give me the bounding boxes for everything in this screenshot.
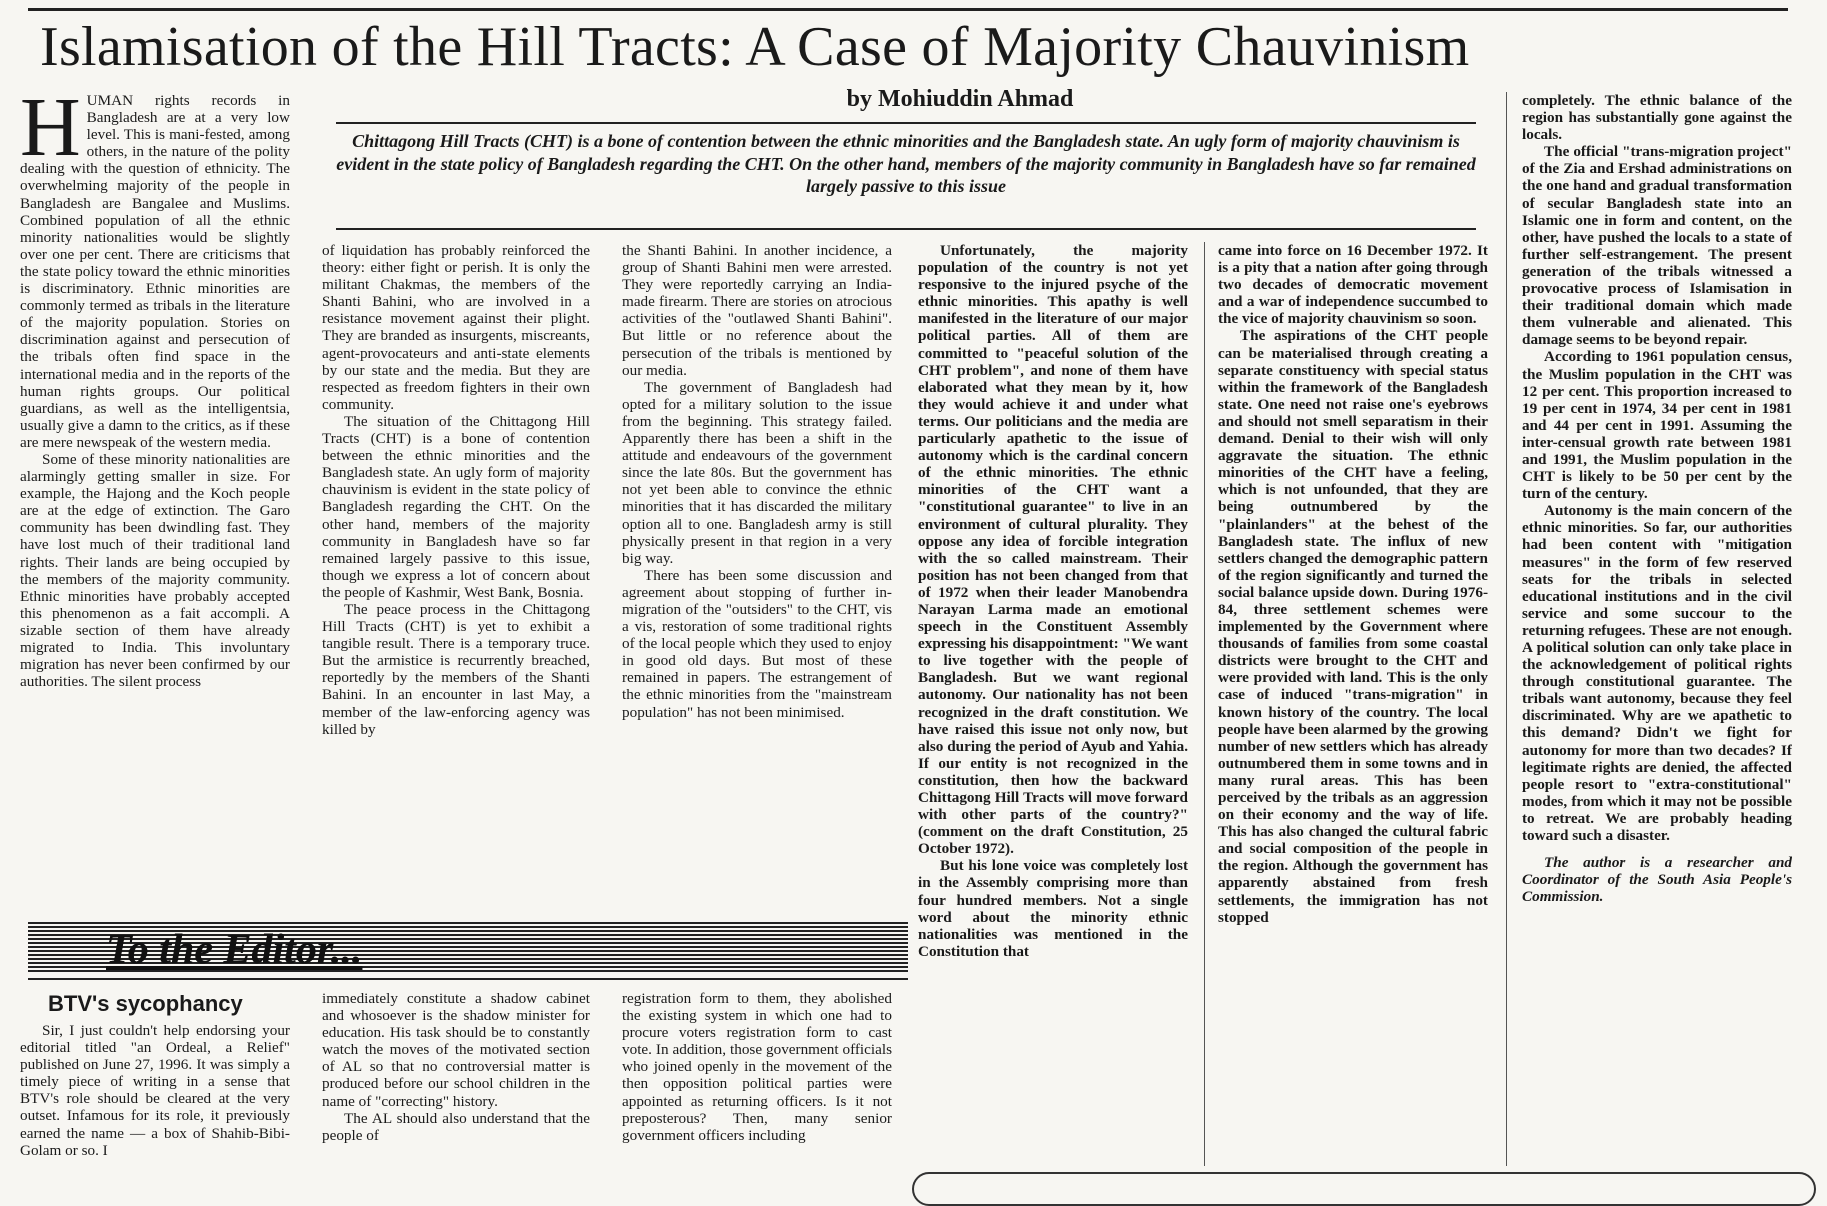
letter-headline: BTV's sycophancy	[48, 991, 243, 1016]
paragraph: came into force on 16 December 1972. It is a pity that a nation after going through two decades of democratic movement and a war of independence succumbed to the vice of majority chauvinism so soon.	[1218, 242, 1488, 328]
paragraph: The official "trans-migration project" of the Zia and Ershad administrations on the one hand and gradual transformation of secular Bangladesh state into an Islamic one in form and content, on the other, have pushed the locals to a state of further self-estrangement. The present generation of the tribals witnessed a provocative process of Islamisation in their traditional domain which made them vulnerable and alienated. This damage seems to be beyond repair.	[1522, 143, 1792, 349]
deck-rule-bottom	[336, 228, 1476, 230]
paragraph: Unfortunately, the majority population of the country is not yet responsive to the injured psyche of the ethnic minorities. This apathy is well manifested in the literature of our major political parties. All of them are committed to "peaceful solution of the CHT problem", and none of them have elaborated what they mean by it, how they would achieve it and under what terms. Our politicians and the media are particularly apathetic to the issue of autonomy which is the cardinal concern of the ethnic minorities. The ethnic minorities of the CHT want a "constitutional guarantee" to live in an environment of cultural plurality. They oppose any idea of forcible integration with the so called mainstream. Their position has not been changed from that of 1972 when their leader Manobendra Narayan Larma made an emotional speech in the Constituent Assembly expressing his disappointment: "We want to live together with the people of Bangladesh. But we want regional autonomy. Our nationality has not been recognized in the draft constitution. We have raised this issue not only now, but also during the period of Ayub and Yahia. If our entity is not recognized in the constitution, then how the backward Chittagong Hill Tracts will move forward with other parts of the country?" (comment on the draft Constitution, 25 October 1972).	[918, 242, 1188, 858]
article-column-5	[1218, 242, 1488, 1166]
article-column-2	[322, 242, 590, 910]
paragraph: Sir, I just couldn't help endorsing your editorial titled "an Ordeal, a Relief" published on June 27, 1996. It was simply a timely piece of writing in a sense that BTV's role should be cleared at the very outset. Infamous for its role, it previously earned the name — a box of Shahib-Bibi-Golam or so. I	[20, 1022, 290, 1159]
drop-cap: H	[20, 92, 81, 174]
letter-column-1	[20, 1022, 290, 1182]
article-deck: Chittagong Hill Tracts (CHT) is a bone of contention between the ethnic minorities and the Bangladesh state. An ugly form of majority chauvinism is evident in the state policy of Bangladesh regarding the CHT. On the other hand, members of the majority community in Bangladesh have so far remained largely passive to this issue	[336, 131, 1476, 196]
bottom-frame-edge	[912, 1172, 1816, 1206]
article-column-3	[622, 242, 892, 910]
paragraph: Some of these minority nationalities are alarmingly getting smaller in size. For example, the Hajong and the Koch people are at the edge of extinction. The Garo community has been dwindling fast. They have lost much of their traditional land rights. Their lands are being occupied by the members of the majority community. Ethnic minorities have probably accepted this phenomenon as a fait accompli. A sizable section of them have already migrated to India. This involuntary migration has never been confirmed by our authorities. The silent process	[20, 450, 290, 691]
paragraph: The situation of the Chittagong Hill Tracts (CHT) is a bone of contention between the ethnic minorities and the Bangladesh state. An ugly form of majority chauvinism is evident in the state policy of Bangladesh regarding the CHT. On the other hand, members of the majority community in Bangladesh have so far remained largely passive to this issue, though we express a lot of concern about the people of Kashmir, West Bank, Bosnia.	[322, 412, 590, 601]
paragraph: completely. The ethnic balance of the region has substantially gone against the locals.	[1522, 92, 1792, 144]
author-note: The author is a researcher and Coordinator of the South Asia People's Commission.	[1522, 854, 1792, 906]
paragraph: of liquidation has probably reinforced the theory: either fight or perish. It is only the militant Chakmas, the members of the Shanti Bahini, who are involved in a resistance movement against their plight. They are branded as insurgents, miscreants, agent-provocateurs and anti-state elements by our state and the media. But they are respected as freedom fighters in their own community.	[322, 242, 590, 413]
paragraph: The government of Bangladesh had opted for a military solution to the issue from the beginning. This strategy failed. Apparently there has been a shift in the attitude and endeavours of the government since the late 80s. But the government has not yet been able to convince the ethnic minorities that it has discarded the military option all to one. Bangladesh army is still physically present in that region in a very big way.	[622, 378, 892, 567]
paragraph: Autonomy is the main concern of the ethnic minorities. So far, our authorities had been content with "mitigation measures" in the form of few reserved seats for the tribals in selected educational institutions and in the civil service and some succour to the returning refugees. These are not enough. A political solution can only take place in the acknowledgement of political rights through constitutional guarantee. The tribals want autonomy, because they feel discriminated. Why are we apathetic to this demand? Didn't we fight for autonomy for more than two decades? If legitimate rights are denied, the affected people resort to "extra-constitutional" modes, from which it may not be possible to retreat. We are probably heading toward such a disaster.	[1522, 502, 1792, 845]
letter-column-3	[622, 990, 892, 1182]
column-divider	[1204, 242, 1205, 1166]
paragraph: According to 1961 population census, the Muslim population in the CHT was 12 per cent. This proportion increased to 19 per cent in 1974, 34 per cent in 1981 and 44 per cent in 1991. Assuming the inter-censual growth rate between 1981 and 1991, the Muslim population in the CHT is likely to be 50 per cent by the turn of the century.	[1522, 348, 1792, 503]
paragraph: the Shanti Bahini. In another incidence, a group of Shanti Bahini men were arrested. They were reportedly carrying an India-made firearm. There are stories on atrocious activities of the "outlawed Shanti Bahini". But little or no reference about the persecution of the tribals is mentioned by our media.	[622, 242, 892, 379]
article-column-1	[20, 92, 290, 910]
paragraph: immediately constitute a shadow cabinet and whosoever is the shadow minister for education. His task should be to constantly watch the moves of the motivated section of AL so that no controversial matter is produced before our school children in the name of "correcting" history.	[322, 990, 590, 1110]
paragraph: registration form to them, they abolished the existing system in which one had to procure voters registration form to cast vote. In addition, those government officials who joined openly in the movement of the then opposition political parties were appointed as returning officers. Is it not preposterous? Then, many senior government officers including	[622, 990, 892, 1144]
paragraph: The aspirations of the CHT people can be materialised through creating a separate constituency with special status within the framework of the Bangladesh state. One need not raise one's eyebrows and should not smell separatism in their demand. Denial to their wish will only aggravate the situation. The ethnic minorities of the CHT have a feeling, which is not unfounded, that they are being outnumbered by the "plainlanders" at the behest of the Bangladesh state. The influx of new settlers changed the demographic pattern of the region significantly and turned the social balance upside down. During 1976-84, three settlement schemes were implemented by the Government where thousands of families from some coastal districts were brought to the CHT and were provided with land. This is the only case of induced "trans-migration" in known history of the country. The local people have been alarmed by the growing number of new settlers which has already outnumbered them in some towns and in many rural areas. This has been perceived by the tribals as an aggression on their economy and the way of life. This has also changed the cultural fabric and social composition of the people in the region. Although the government has apparently abstained from fresh settlements, the immigration has not stopped	[1218, 327, 1488, 926]
article-title: Islamisation of the Hill Tracts: A Case of Majority Chauvinism	[40, 16, 1470, 78]
paragraph: The peace process in the Chittagong Hill Tracts (CHT) is yet to exhibit a tangible result. There is a temporary truce. But the armistice is recurrently breached, reportedly by the members of the Shanti Bahini. In an encounter in last May, a member of the law-enforcing agency was killed by	[322, 600, 590, 738]
paragraph: There has been some discussion and agreement about stopping of further in-migration of the "outsiders" to the CHT, vis a vis, restoration of some traditional rights of the local people which they used to enjoy in good old days. But most of these remained in papers. The estrangement of the ethnic minorities from the "mainstream population" has not been minimised.	[622, 566, 892, 721]
letter-column-2	[322, 990, 590, 1182]
paragraph: The AL should also understand that the people of	[322, 1109, 590, 1144]
top-rule	[28, 8, 1788, 11]
deck-rule-top	[336, 122, 1476, 124]
paragraph: But his lone voice was completely lost in the Assembly comprising more than four hundred members. Not a single word about the minority ethnic nationalities was mentioned in the Constitution that	[918, 857, 1188, 960]
byline: by Mohiuddin Ahmad	[846, 86, 1074, 112]
column-divider	[1506, 92, 1507, 1166]
article-column-4	[918, 242, 1188, 1166]
editor-banner-title: To the Editor...	[106, 927, 363, 973]
article-column-6	[1522, 92, 1792, 1166]
editor-rule	[28, 978, 908, 980]
paragraph: UMAN rights records in Bangladesh are at a very low level. This is mani-fested, among others, in the nature of the polity dealing with the question of ethnicity. The overwhelming majority of the people in Bangladesh are Bangalee and Muslims. Combined population of all the ethnic minority nationalities would be slightly over one per cent. There are criticisms that the state policy toward the ethnic minorities is discriminatory. Ethnic minorities are commonly termed as tribals in the literature of the majority population. Stories on discrimination against and persecution of the tribals often find space in the international media and in the reports of the human rights groups. Our political guardians, as well as the intelligentsia, usually give a damn to the critics, as if these are mere newspeak of the western media.	[20, 92, 290, 451]
